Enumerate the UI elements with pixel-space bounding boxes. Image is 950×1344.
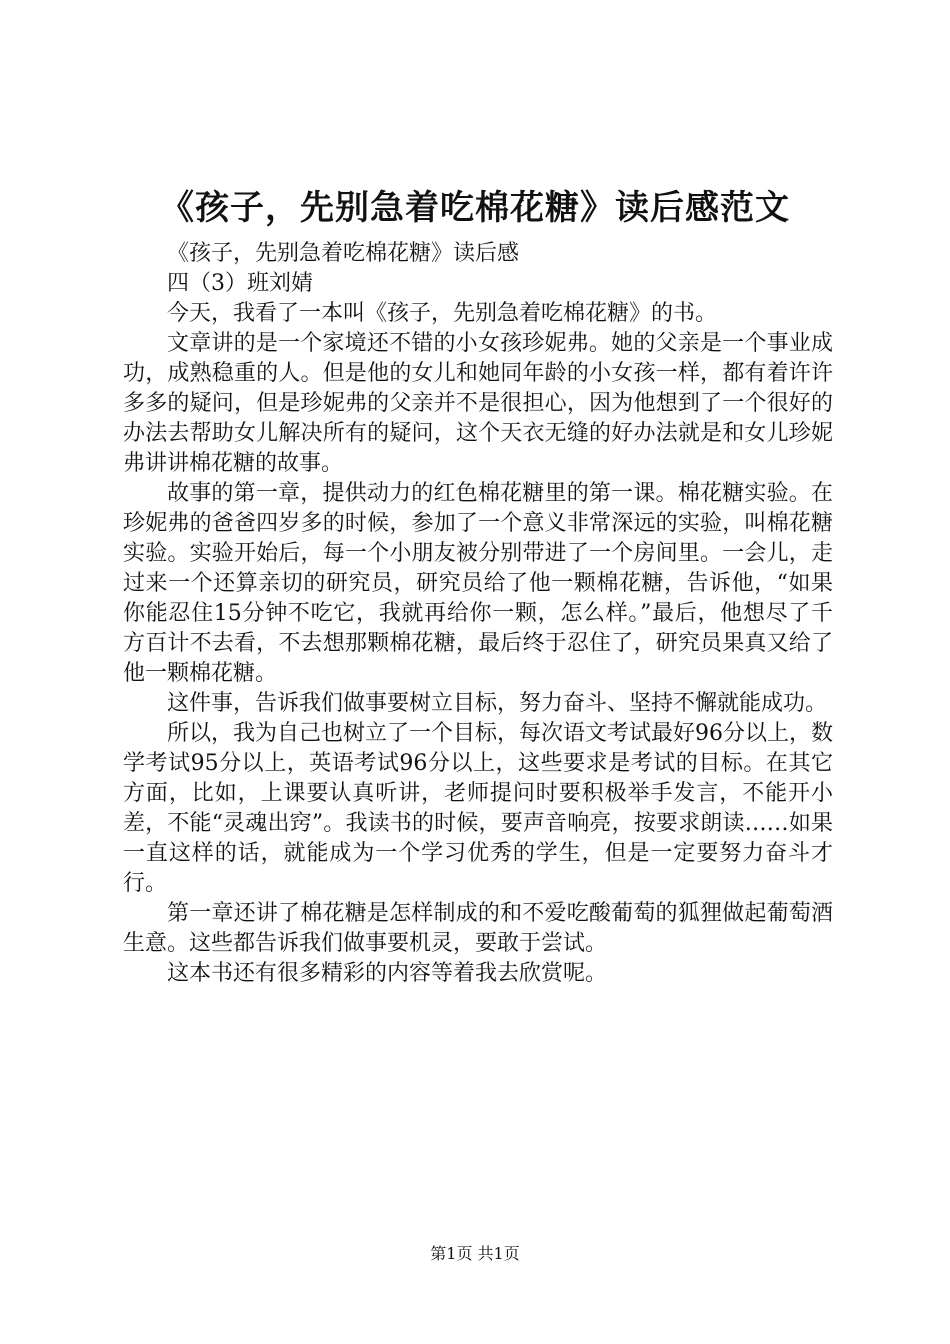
page-footer: 第1页 共1页 (430, 1244, 520, 1263)
body-paragraph: 今天，我看了一本叫《孩子，先别急着吃棉花糖》的书。 (167, 301, 718, 326)
author-line: 四（3）班刘婧 (167, 271, 313, 296)
document-title: 《孩子，先别急着吃棉花糖》读后感范文 (160, 188, 790, 228)
body-paragraph: 文章讲的是一个家境还不错的小女孩珍妮弗。她的父亲是一个事业成功，成熟稳重的人。但是他的女儿和她同年龄的小女孩一样，都有着许许多多的疑问，但是珍妮弗的父亲并不是很担心，因为他想到了一个很好的办法去帮助女儿解决所有的疑问，这个天衣无缝的好办法就是和女儿珍妮弗讲讲棉花糖的故事。 (123, 331, 833, 476)
document-body (123, 239, 833, 989)
book-title-line: 《孩子，先别急着吃棉花糖》读后感 (167, 241, 520, 266)
body-paragraph: 第一章还讲了棉花糖是怎样制成的和不爱吃酸葡萄的狐狸做起葡萄酒生意。这些都告诉我们做事要机灵，要敢于尝试。 (123, 901, 833, 956)
body-paragraph: 这件事，告诉我们做事要树立目标，努力奋斗、坚持不懈就能成功。 (167, 691, 828, 716)
body-paragraph: 所以，我为自己也树立了一个目标，每次语文考试最好96分以上，数学考试95分以上，英语考试96分以上，这些要求是考试的目标。在其它方面，比如，上课要认真听讲，老师提问时要积极举手发言，不能开小差，不能“灵魂出窍”。我读书的时候，要声音响亮，按要求朗读……如果一直这样的话，就能成为一个学习优秀的学生，但是一定要努力奋斗才行。 (123, 721, 833, 896)
body-paragraph: 这本书还有很多精彩的内容等着我去欣赏呢。 (167, 961, 608, 986)
body-paragraph: 故事的第一章，提供动力的红色棉花糖里的第一课。棉花糖实验。在珍妮弗的爸爸四岁多的时候，参加了一个意义非常深远的实验，叫棉花糖实验。实验开始后，每一个小朋友被分别带进了一个房间里。一会儿，走过来一个还算亲切的研究员，研究员给了他一颗棉花糖，告诉他，“如果你能忍住15分钟不吃它，我就再给你一颗，怎么样。”最后，他想尽了千方百计不去看，不去想那颗棉花糖，最后终于忍住了，研究员果真又给了他一颗棉花糖。 (123, 481, 833, 686)
